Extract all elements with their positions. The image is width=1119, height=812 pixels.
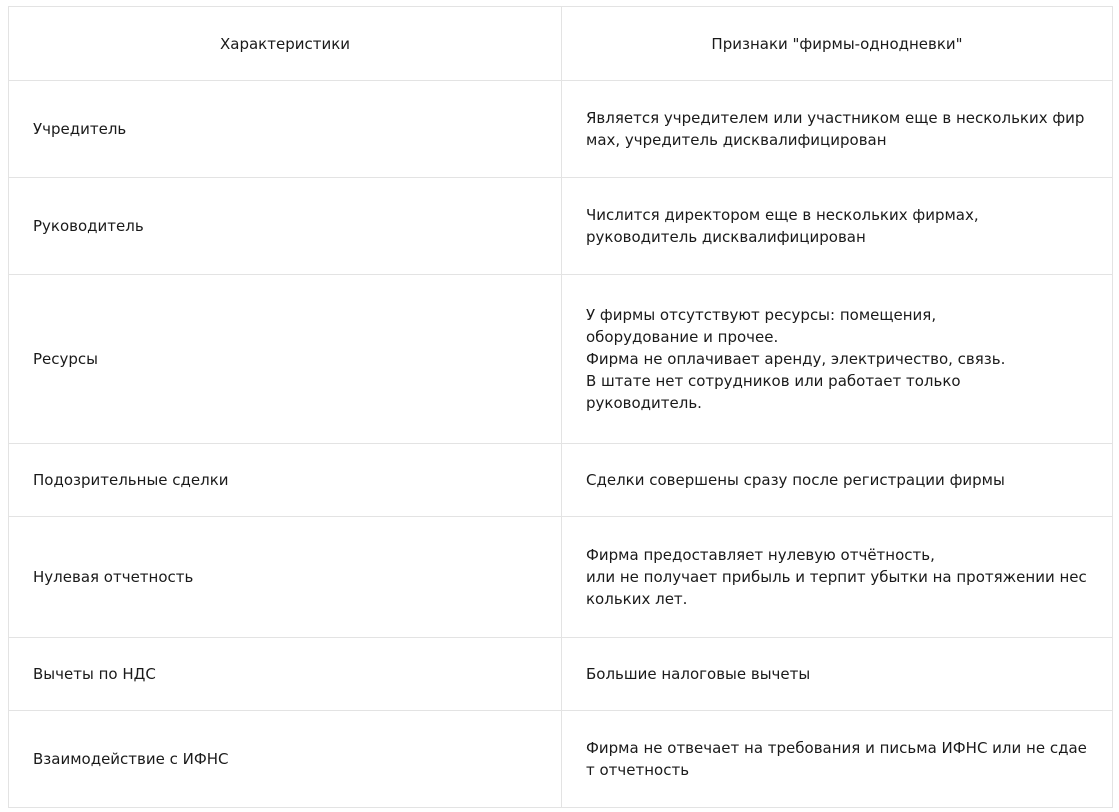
row-characteristic: Взаимодействие с ИФНС — [9, 711, 562, 808]
table-row — [9, 81, 1113, 178]
row-sign: Фирма не отвечает на требования и письма ИФНС или не сдает отчетность — [562, 711, 1113, 808]
row-characteristic: Ресурсы — [9, 275, 562, 444]
header-characteristics: Характеристики — [9, 7, 562, 81]
row-sign: Фирма предоставляет нулевую отчётность, или не получает прибыль и терпит убытки на протяжении нескольких лет. — [562, 517, 1113, 638]
table-row — [9, 638, 1113, 711]
row-characteristic: Вычеты по НДС — [9, 638, 562, 711]
table-row — [9, 517, 1113, 638]
row-characteristic: Нулевая отчетность — [9, 517, 562, 638]
row-sign: Большие налоговые вычеты — [562, 638, 1113, 711]
one-day-firm-table-container — [8, 6, 1112, 808]
row-characteristic: Подозрительные сделки — [9, 444, 562, 517]
row-sign: У фирмы отсутствуют ресурсы: помещения, оборудование и прочее. Фирма не оплачивает аренду, электричество, связь. В штате нет сотрудников или работает только руководитель. — [562, 275, 1113, 444]
row-sign: Числится директором еще в нескольких фирмах, руководитель дисквалифицирован — [562, 178, 1113, 275]
table-header-row — [9, 7, 1113, 81]
row-sign: Сделки совершены сразу после регистрации фирмы — [562, 444, 1113, 517]
row-characteristic: Руководитель — [9, 178, 562, 275]
one-day-firm-signs-table — [8, 6, 1113, 808]
row-characteristic: Учредитель — [9, 81, 562, 178]
header-signs: Признаки "фирмы-однодневки" — [562, 7, 1113, 81]
row-sign: Является учредителем или участником еще в нескольких фирмах, учредитель дисквалифицирован — [562, 81, 1113, 178]
table-row — [9, 444, 1113, 517]
table-row — [9, 178, 1113, 275]
table-row — [9, 275, 1113, 444]
table-row — [9, 711, 1113, 808]
